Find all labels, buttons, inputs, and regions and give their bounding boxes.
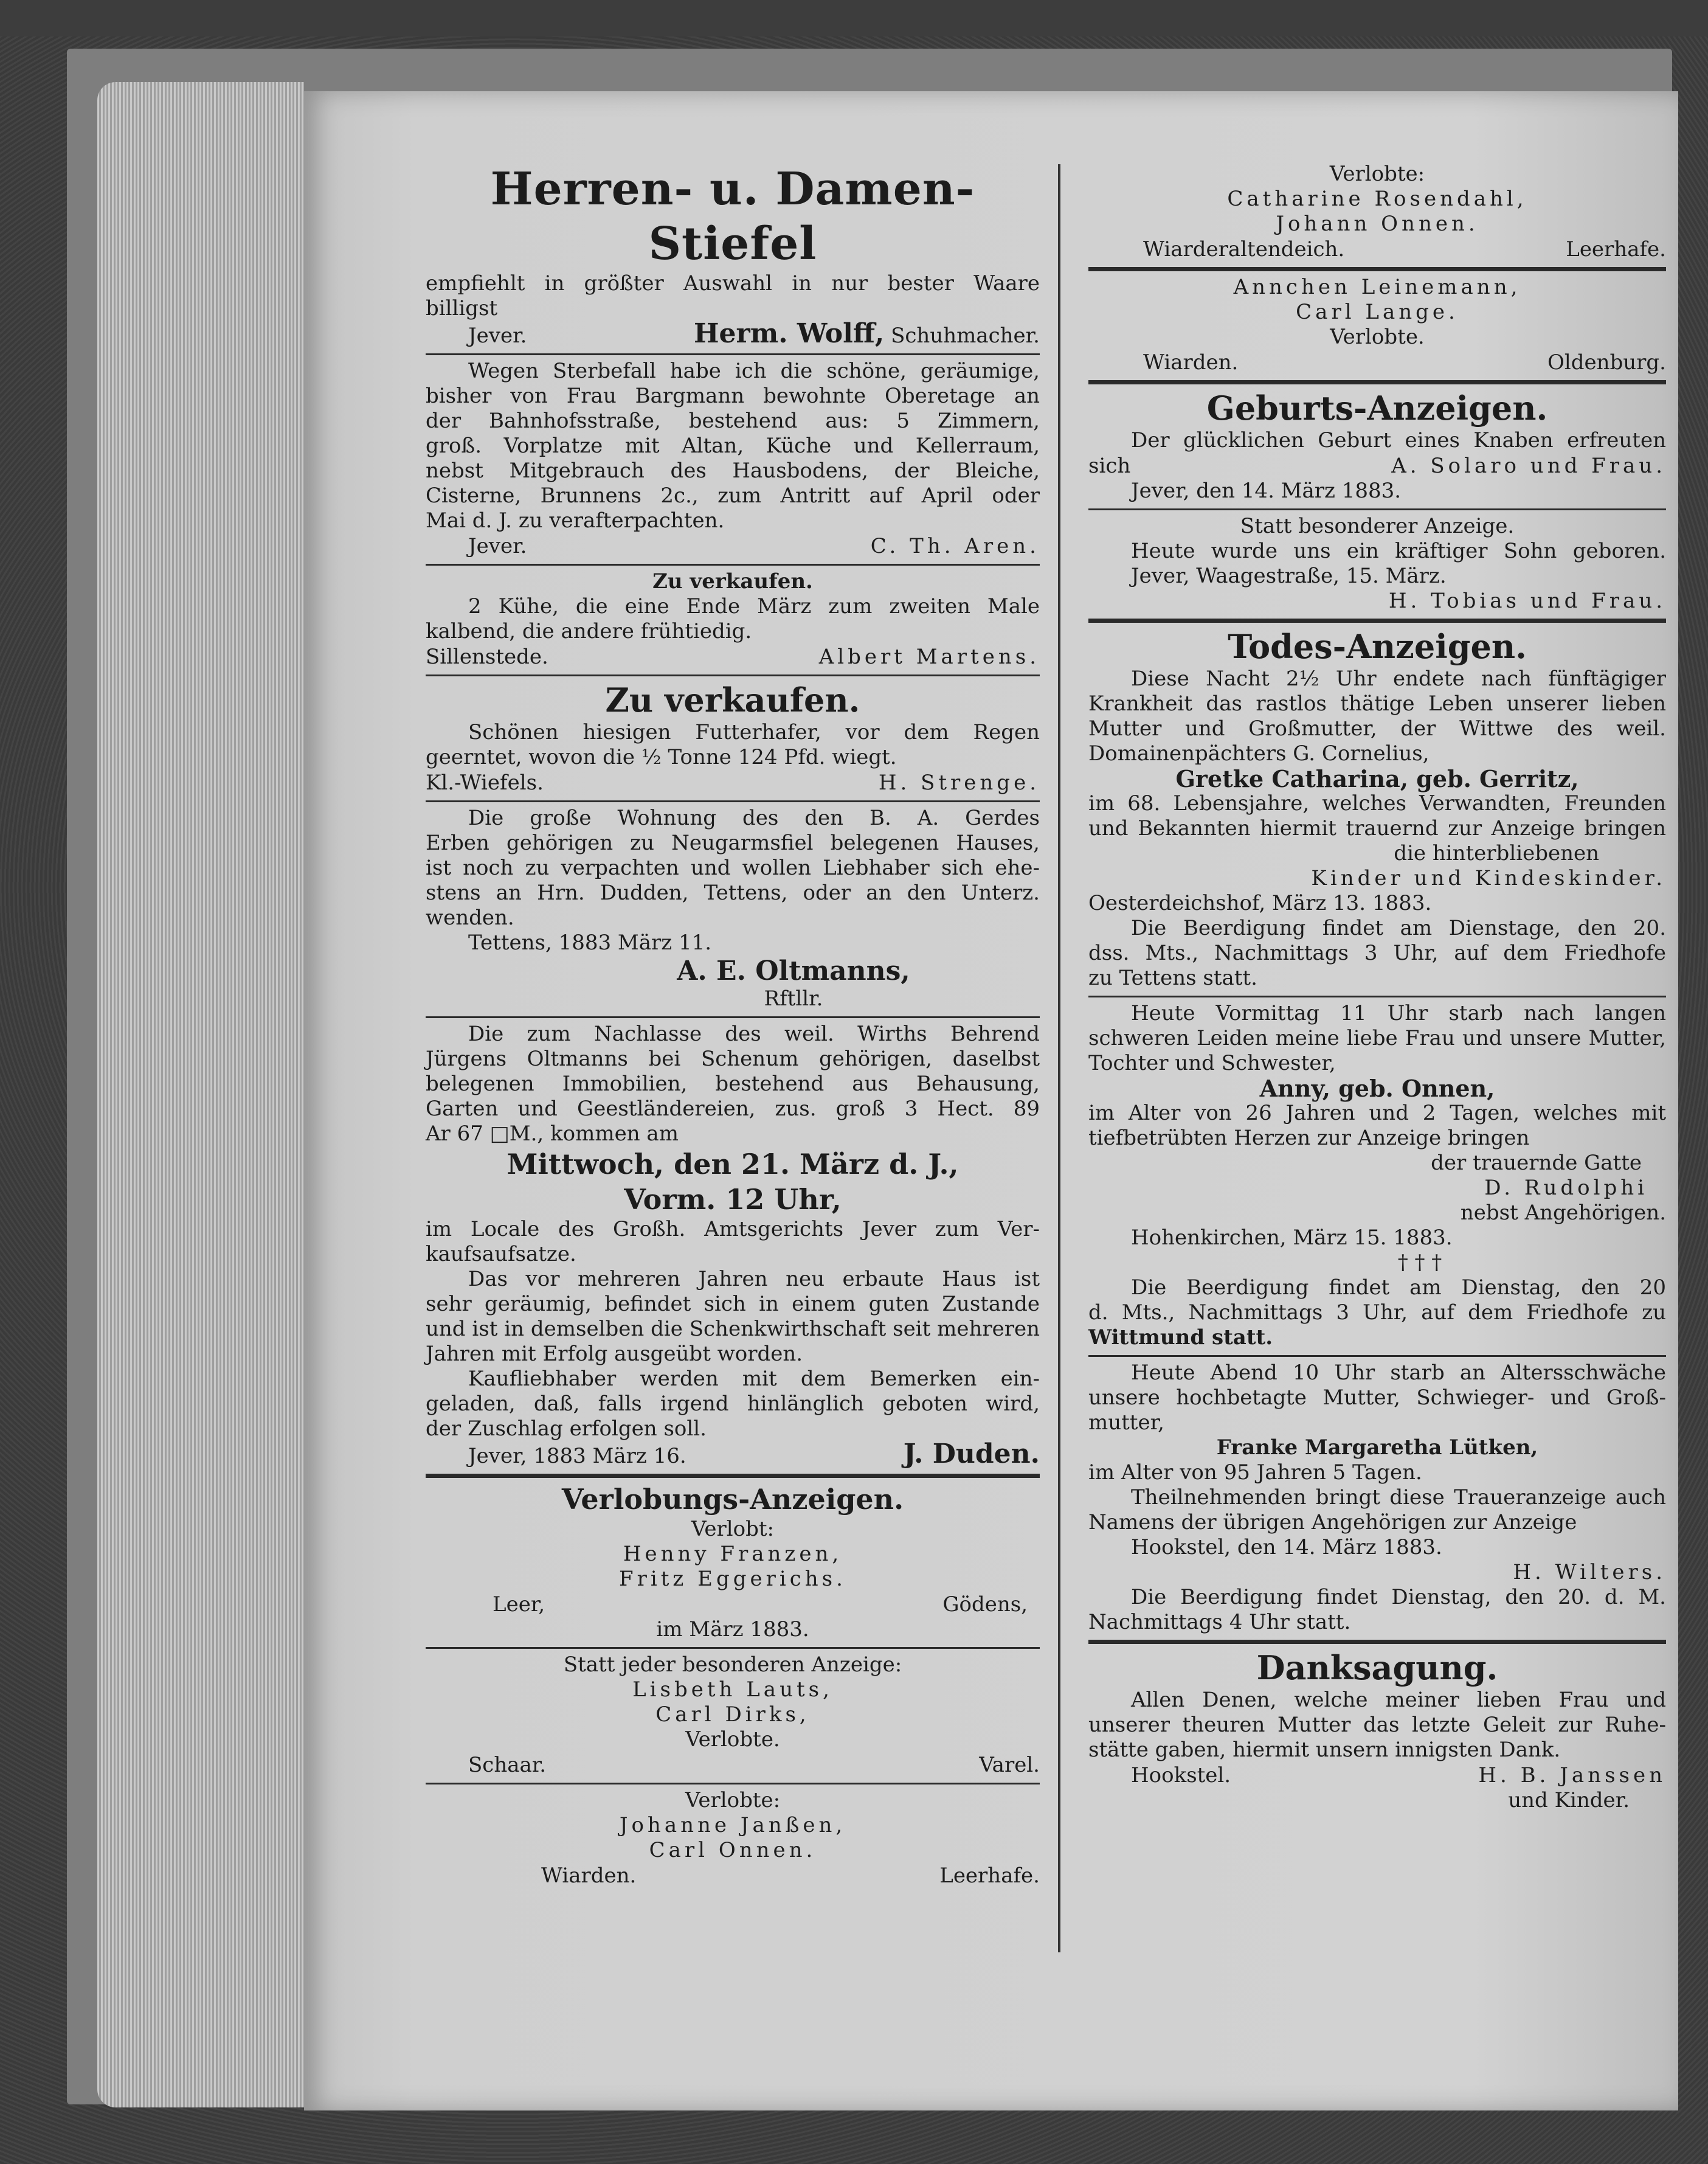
ad-text: empfiehlt in größter Auswahl in nur bester Waare	[426, 271, 1040, 296]
ad-label: Verlobte:	[1329, 162, 1425, 186]
ad-places	[1088, 237, 1666, 262]
signature: H. Wilters.	[1513, 1560, 1666, 1584]
ad-engagement-3	[426, 1784, 1040, 1893]
auction-time: Vorm. 12 Uhr,	[624, 1183, 842, 1216]
ad-label: Verlobte.	[685, 1727, 780, 1752]
ad-text: sich	[1088, 454, 1131, 478]
ad-text: geladen, daß, falls irgend hinlänglich geboten wird,	[426, 1392, 1040, 1416]
column-divider	[1058, 164, 1060, 1952]
ad-text: Ar 67 □M., kommen am	[426, 1122, 679, 1146]
parents-name: H. Tobias und Frau.	[1388, 589, 1666, 613]
ad-places	[1088, 350, 1666, 375]
advertiser-name: Herm. Wolff,	[693, 318, 885, 349]
ad-date: Hookstel, den 14. März 1883.	[1131, 1535, 1442, 1559]
page-stack-edge	[97, 82, 304, 2107]
ad-text: bisher von Frau Bargmann bewohnte Oberetage an	[426, 384, 1040, 408]
place: Leerhafe.	[1566, 237, 1666, 262]
section-title: Verlobungs-Anzeigen.	[561, 1483, 904, 1516]
parents-name: A. Solaro und Frau.	[1391, 454, 1666, 478]
trade: Schuhmacher.	[891, 324, 1040, 348]
ad-text: Wegen Sterbefall habe ich die schöne, geräumige,	[468, 359, 1040, 383]
ad-text: Die zum Nachlasse des weil. Wirths Behrend	[468, 1022, 1040, 1046]
person-name: Johann Onnen.	[1276, 212, 1479, 236]
ad-text: Jever, Waagestraße, 15. März.	[1131, 564, 1447, 588]
ad-text: stätte gaben, hiermit unsern innigsten Dank.	[1088, 1738, 1561, 1762]
burial-text: d. Mts., Nachmittags 3 Uhr, auf dem Friedhofe zu	[1088, 1300, 1666, 1325]
ad-signature	[426, 1438, 1040, 1469]
ad-text: Cisterne, Brunnens 2c., zum Antritt auf April oder	[426, 484, 1040, 508]
place: Varel.	[979, 1753, 1040, 1777]
ad-text: stens an Hrn. Dudden, Tettens, oder an den Unterz.	[426, 881, 1040, 905]
ad-text: Heute Vormittag 11 Uhr starb nach langen	[1131, 1001, 1666, 1025]
ad-text: kaufsaufsatze.	[426, 1242, 576, 1266]
ad-text: der Zuschlag erfolgen soll.	[426, 1417, 707, 1441]
advertiser-name: und Kinder.	[1508, 1788, 1630, 1812]
signature: Kinder und Kindeskinder.	[1311, 866, 1666, 890]
ad-text: Allen Denen, welche meiner lieben Frau und	[1131, 1688, 1666, 1712]
ad-text: Diese Nacht 2½ Uhr endete nach fünftägiger	[1131, 667, 1666, 691]
ad-text: unserer theuren Mutter das letzte Geleit zur Ruhe-	[1088, 1713, 1666, 1737]
ad-signature	[426, 955, 1040, 1011]
ad-auction	[426, 1018, 1040, 1478]
right-column	[1088, 158, 1666, 1818]
ad-text: der Bahnhofsstraße, bestehend aus: 5 Zimmern,	[426, 409, 1040, 433]
advertiser-name: A. E. Oltmanns,	[677, 955, 910, 987]
ad-label: Verlobte.	[1330, 325, 1425, 349]
ad-text: tiefbetrübten Herzen zur Anzeige bringen	[1088, 1126, 1530, 1150]
person-name: Annchen Leinemann,	[1233, 275, 1521, 299]
place: Jever.	[468, 324, 527, 348]
person-name: Johanne Janßen,	[619, 1813, 846, 1837]
deceased-name: Franke Margaretha Lütken,	[1216, 1435, 1538, 1460]
signature: die hinterbliebenen	[1394, 841, 1599, 865]
ad-text: unsere hochbetagte Mutter, Schwieger- und Groß-	[1088, 1385, 1666, 1410]
ad-house-lease	[426, 802, 1040, 1018]
ad-text: Garten und Geestländereien, zus. groß 3 Hect. 89	[426, 1097, 1040, 1121]
signature: D. Rudolphi	[1484, 1176, 1648, 1200]
deceased-name: Anny, geb. Onnen,	[1259, 1075, 1495, 1102]
ad-date: im März 1883.	[656, 1617, 809, 1642]
advertiser-title: Rftllr.	[764, 987, 823, 1011]
place: Jever.	[468, 534, 527, 558]
burial-text: Nachmittags 4 Uhr statt.	[1088, 1610, 1351, 1634]
ad-text: Mai d. J. zu verafterpachten.	[426, 508, 725, 533]
ad-birth-1	[1088, 384, 1666, 510]
place: Wiarden.	[541, 1864, 637, 1888]
ad-birth-2	[1088, 510, 1666, 623]
advertiser-name: J. Duden.	[903, 1438, 1040, 1469]
ad-text: Jürgens Oltmanns bei Schenum gehörigen, daselbst	[426, 1047, 1040, 1071]
place: Leer,	[493, 1592, 545, 1617]
ad-death-2	[1088, 997, 1666, 1357]
burial-text: Wittmund statt.	[1088, 1325, 1273, 1350]
ad-text: Tochter und Schwester,	[1088, 1051, 1336, 1075]
section-title: Geburts-Anzeigen.	[1206, 389, 1548, 428]
ad-text: und ist in demselben die Schenkwirthschaft seit mehreren	[426, 1317, 1040, 1341]
ad-text: Domainenpächters G. Cornelius,	[1088, 741, 1430, 766]
ad-apartment	[426, 355, 1040, 566]
ad-text: Heute wurde uns ein kräftiger Sohn geboren.	[1131, 539, 1666, 563]
ad-text: Der glücklichen Geburt eines Knaben erfreuten	[1131, 428, 1666, 453]
person-name: Lisbeth Lauts,	[632, 1677, 833, 1702]
ad-title: Zu verkaufen.	[605, 681, 860, 720]
ad-text: belegenen Immobilien, bestehend aus Behausung,	[426, 1072, 1040, 1096]
person-name: Fritz Eggerichs.	[619, 1567, 846, 1591]
place: Wiarderaltendeich.	[1143, 237, 1345, 262]
crosses: † † †	[1397, 1250, 1442, 1275]
ad-label: Verlobte:	[685, 1788, 781, 1812]
burial-text: Die Beerdigung findet Dienstag, den 20. d. M.	[1131, 1585, 1666, 1609]
ad-text: schweren Leiden meine liebe Frau und unsere Mutter,	[1088, 1026, 1666, 1050]
person-name: Carl Onnen.	[649, 1838, 817, 1862]
ad-engagement-1	[426, 1478, 1040, 1649]
ad-date: Jever, 1883 März 16.	[468, 1444, 686, 1468]
place: Leerhafe.	[939, 1864, 1040, 1888]
ad-text: wenden.	[426, 906, 514, 930]
ad-text: Kaufliebhaber werden mit dem Bemerken ein-	[468, 1367, 1040, 1391]
auction-date: Mittwoch, den 21. März d. J.,	[507, 1148, 959, 1181]
ad-date: Oesterdeichshof, März 13. 1883.	[1088, 891, 1432, 915]
deceased-name: Gretke Catharina, geb. Gerritz,	[1175, 765, 1579, 792]
ad-text: groß. Vorplatze mit Altan, Küche und Kellerraum,	[426, 434, 1040, 458]
ad-signature	[1088, 1763, 1666, 1788]
ad-text: Theilnehmenden bringt diese Traueranzeige auch	[1131, 1485, 1666, 1510]
ad-text: Jahren mit Erfolg ausgeübt worden.	[426, 1342, 803, 1366]
burial-text: zu Tettens statt.	[1088, 966, 1257, 990]
ad-places	[426, 1752, 1040, 1778]
ad-text: Namens der übrigen Angehörigen zur Anzeige	[1088, 1510, 1577, 1535]
ad-text: Schönen hiesigen Futterhafer, vor dem Regen	[468, 720, 1040, 744]
ad-title: Zu verkaufen.	[652, 569, 813, 594]
person-name: Henny Franzen,	[623, 1542, 843, 1566]
ad-engagement-2	[426, 1649, 1040, 1784]
left-column	[426, 158, 1040, 1893]
ad-oats	[426, 676, 1040, 802]
ad-text: im Alter von 26 Jahren und 2 Tagen, welches mit	[1088, 1101, 1666, 1125]
ad-date: Hohenkirchen, März 15. 1883.	[1131, 1226, 1453, 1250]
ad-text: ist noch zu verpachten und wollen Liebhaber sich ehe-	[426, 856, 1040, 880]
person-name: Catharine Rosendahl,	[1227, 187, 1527, 211]
ad-places	[426, 1863, 1040, 1888]
ad-text: mutter,	[1088, 1410, 1164, 1435]
ad-boots	[426, 158, 1040, 355]
section-title: Todes-Anzeigen.	[1228, 627, 1527, 666]
ad-text: Krankheit das rastlos thätige Leben unserer lieben	[1088, 692, 1666, 716]
person-name: Carl Dirks,	[655, 1702, 810, 1727]
ad-text: im Locale des Großh. Amtsgerichts Jever zum Ver-	[426, 1217, 1040, 1241]
ad-text: Die große Wohnung des den B. A. Gerdes	[468, 806, 1040, 830]
ad-signature	[1088, 453, 1666, 479]
ad-date: Tettens, 1883 März 11.	[468, 931, 712, 955]
ad-signature	[426, 318, 1040, 349]
ad-signature	[426, 644, 1040, 670]
burial-text: dss. Mts., Nachmittags 3 Uhr, auf dem Friedhofe	[1088, 941, 1666, 965]
ad-text: billigst	[426, 296, 498, 321]
person-name: Carl Lange.	[1296, 300, 1459, 324]
place: Gödens,	[942, 1592, 1028, 1617]
ad-date: Jever, den 14. März 1883.	[1131, 479, 1402, 503]
ad-head: Statt besonderer Anzeige.	[1240, 514, 1515, 538]
ad-signature	[426, 533, 1040, 559]
ad-text: sehr geräumig, befindet sich in einem guten Zustande	[426, 1292, 1040, 1316]
advertiser-name: C. Th. Aren.	[870, 534, 1040, 558]
ad-text: und Bekannten hiermit trauernd zur Anzeige bringen	[1088, 816, 1666, 841]
ad-text: im Alter von 95 Jahren 5 Tagen.	[1088, 1460, 1422, 1485]
place: Schaar.	[468, 1753, 547, 1777]
ad-label: Verlobt:	[691, 1517, 775, 1541]
ad-text: geerntet, wovon die ½ Tonne 124 Pfd. wiegt.	[426, 745, 897, 769]
ad-engagement-5	[1088, 271, 1666, 384]
ad-cows	[426, 566, 1040, 676]
place: Wiarden.	[1143, 350, 1239, 375]
ad-text: nebst Mitgebrauch des Hausbodens, der Bleiche,	[426, 459, 1040, 483]
ad-thanks	[1088, 1644, 1666, 1818]
ad-text: Heute Abend 10 Uhr starb an Altersschwäche	[1131, 1361, 1666, 1385]
ad-text: 2 Kühe, die eine Ende März zum zweiten Male	[468, 594, 1040, 619]
ad-text: Erben gehörigen zu Neugarmsfiel belegenen Hauses,	[426, 831, 1040, 855]
ad-title: Herren- u. Damen-Stiefel	[490, 163, 975, 270]
burial-text: Die Beerdigung findet am Dienstage, den 20.	[1131, 916, 1666, 940]
ad-death-1	[1088, 623, 1666, 997]
ad-text: kalbend, die andere frühtiedig.	[426, 619, 752, 643]
place: Hookstel.	[1131, 1763, 1231, 1788]
ad-places	[426, 1592, 1040, 1617]
ad-head: Statt jeder besonderen Anzeige:	[563, 1652, 902, 1677]
section-title: Danksagung.	[1256, 1648, 1498, 1687]
ad-text: im 68. Lebensjahre, welches Verwandten, Freunden	[1088, 791, 1666, 816]
ad-engagement-4	[1088, 158, 1666, 271]
place: Sillenstede.	[426, 645, 548, 669]
advertiser-name: H. B. Janssen	[1478, 1763, 1666, 1788]
burial-text: Die Beerdigung findet am Dienstag, den 20	[1131, 1275, 1666, 1300]
signature: der trauernde Gatte	[1431, 1151, 1642, 1175]
ad-signature	[426, 770, 1040, 796]
advertiser-name: H. Strenge.	[878, 771, 1040, 795]
ad-death-3	[1088, 1357, 1666, 1644]
ad-text: Das vor mehreren Jahren neu erbaute Haus ist	[468, 1267, 1040, 1291]
ad-text: Mutter und Großmutter, der Wittwe des weil.	[1088, 716, 1666, 741]
place: Kl.-Wiefels.	[426, 771, 544, 795]
signature: nebst Angehörigen.	[1460, 1201, 1666, 1225]
advertiser-name: Albert Martens.	[818, 645, 1040, 669]
place: Oldenburg.	[1547, 350, 1666, 375]
